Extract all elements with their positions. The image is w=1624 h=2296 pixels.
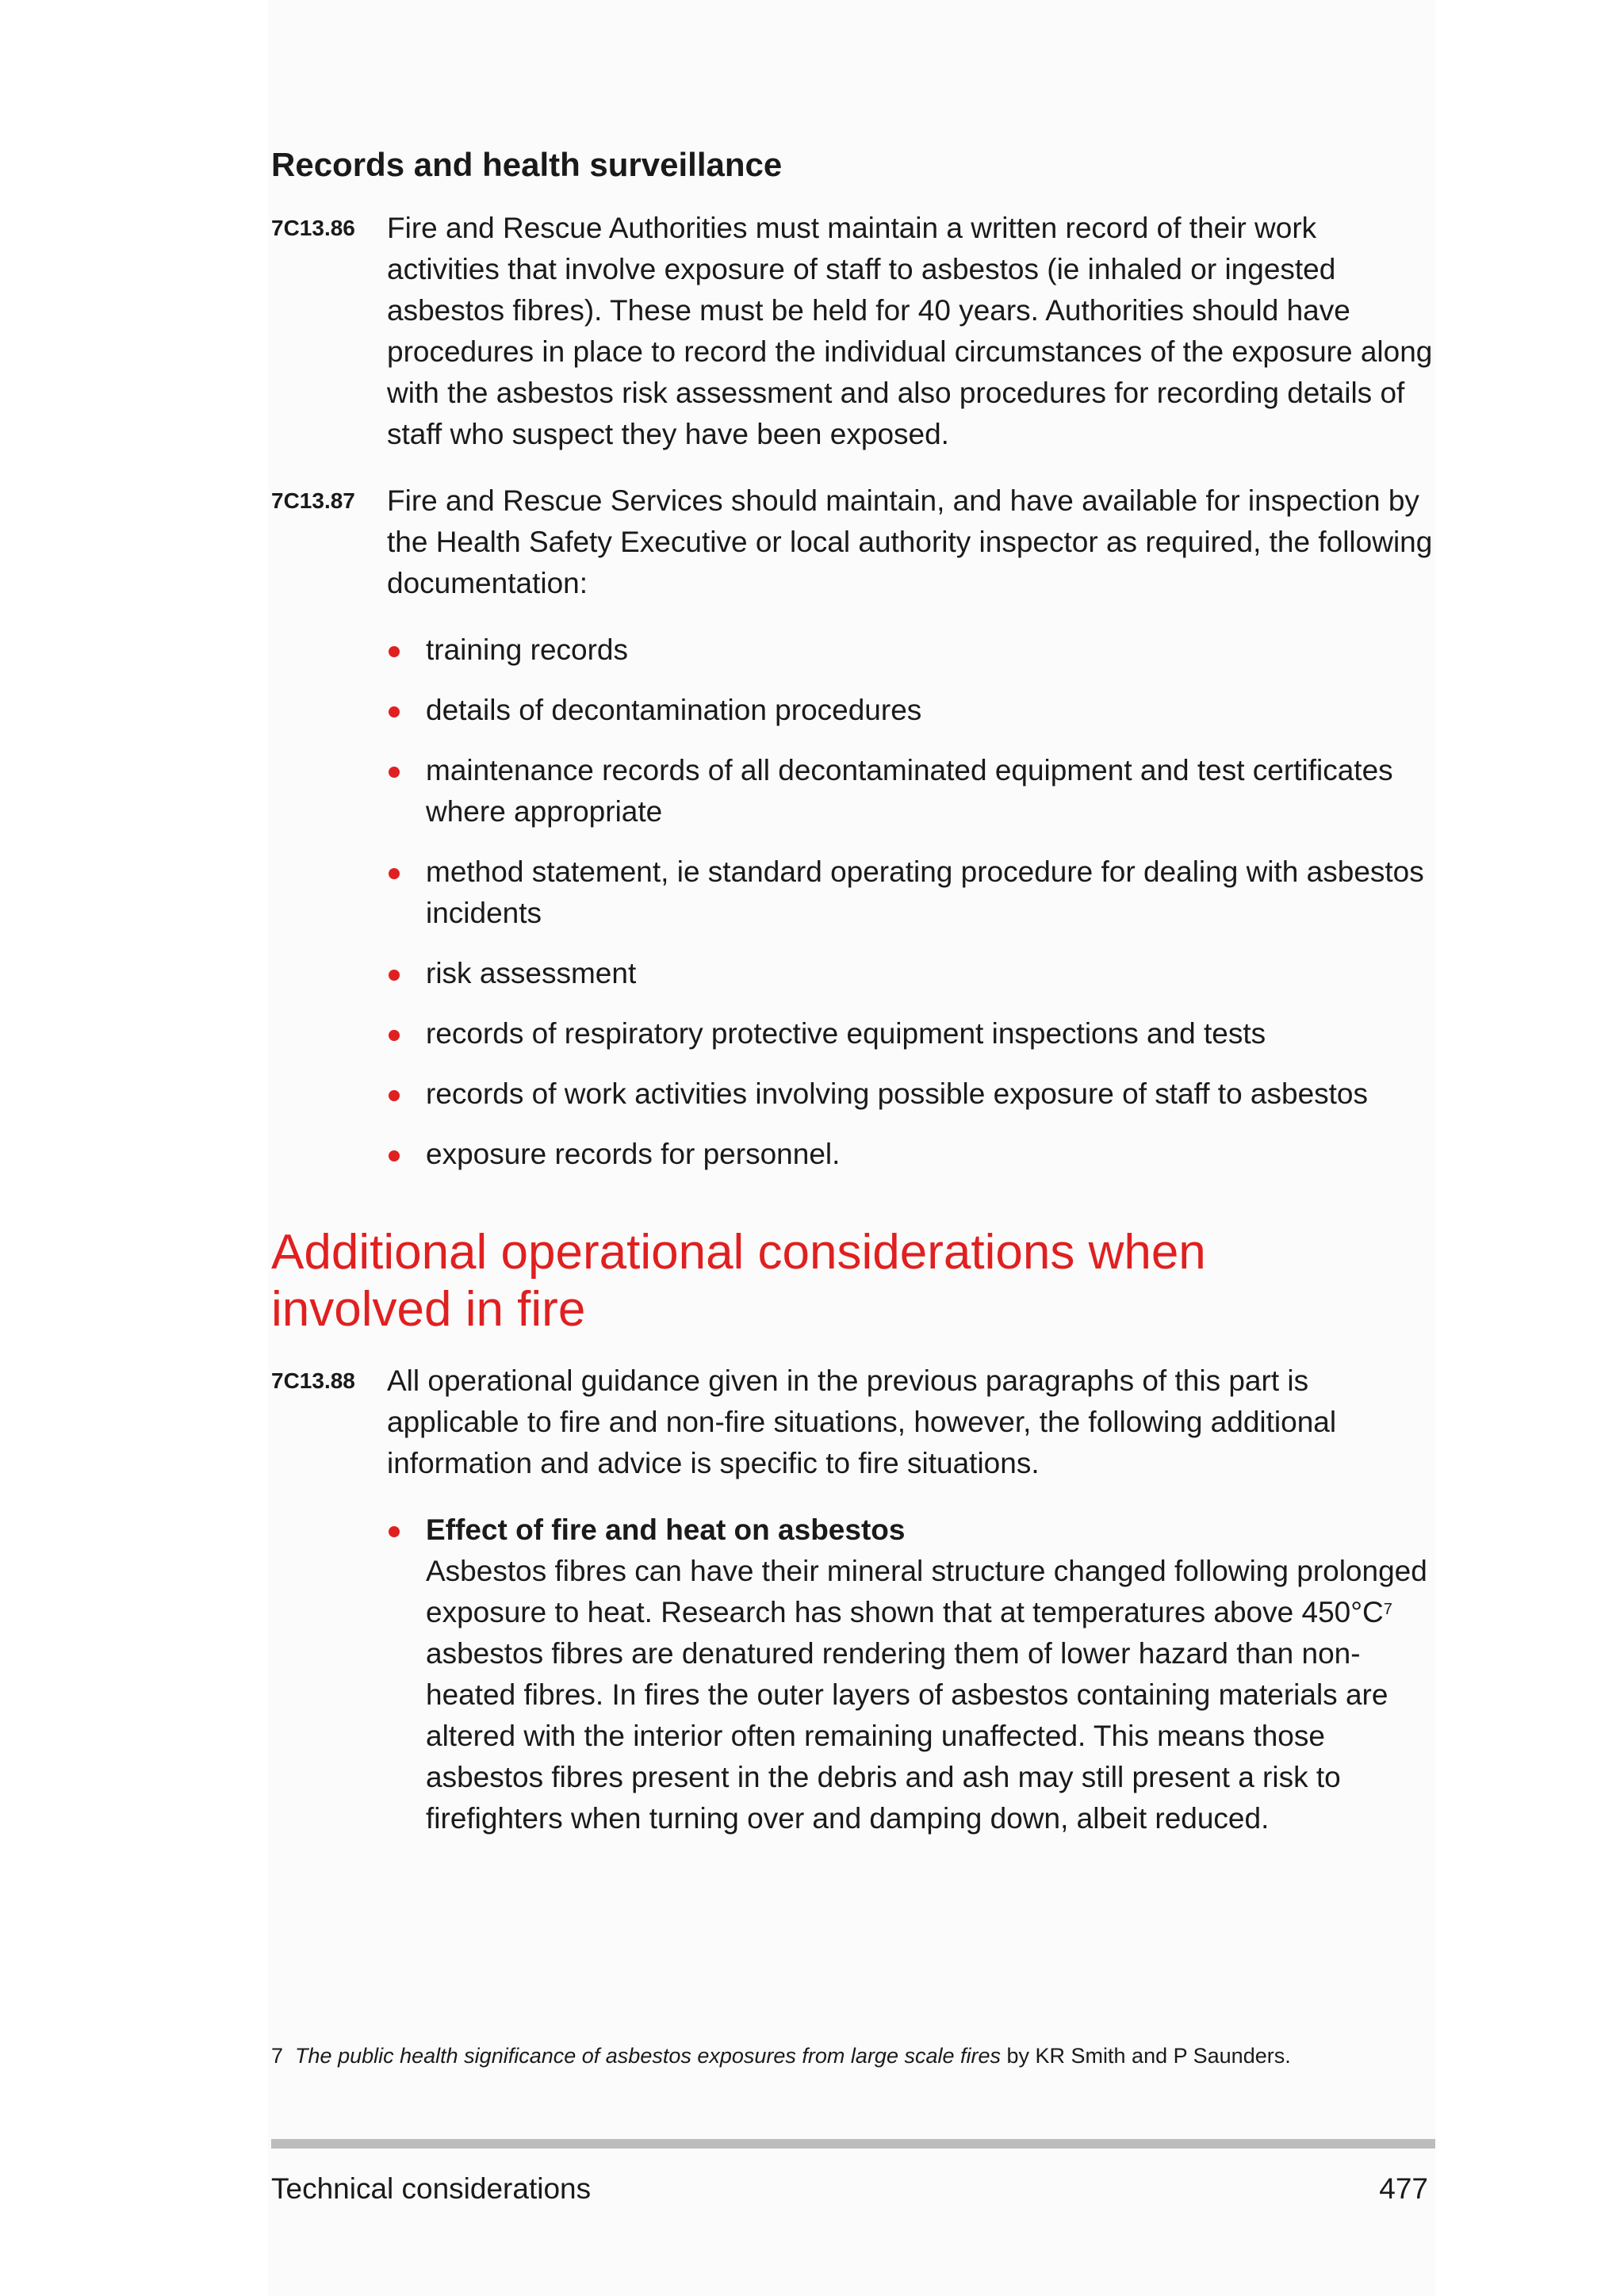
list-item: exposure records for personnel.	[387, 1134, 1437, 1175]
fire-section-heading: Additional operational considerations when involved in fire	[271, 1225, 1206, 1337]
list-item: training records	[387, 629, 1437, 671]
bullet-icon	[389, 1030, 400, 1041]
bullet-icon	[389, 767, 400, 778]
page-content	[271, 143, 1437, 1858]
paragraph-number: 7C13.88	[271, 1368, 355, 1393]
list-item: details of decontamination procedures	[387, 690, 1437, 731]
bullet-icon	[389, 970, 400, 981]
bullet-text: Asbestos fibres can have their mineral structure changed following prolonged exposure to heat. Research has shown that at temperatures above $450^\circ C^7$ asbestos fibres are denatured rendering them of lower hazard than non-heated fibres. In fires the outer layers of asbestos containing materials are altered with the interior often remaining unaffected. This means those asbestos fibres present in the debris and ash may still present a risk to firefighters when turning over and damping down, albeit reduced.	[426, 1555, 1427, 1835]
bullet-icon	[389, 706, 400, 718]
fire-effects-list	[387, 1510, 1437, 1839]
footnote-title: The public health significance of asbestos exposures from large scale fires	[295, 2044, 1002, 2068]
bullet-icon	[389, 646, 400, 657]
paragraph-text: Fire and Rescue Authorities must maintain a written record of their work activities that involve exposure of staff to asbestos (ie inhaled or ingested asbestos fibres). These must be held for 40 years. Authorities should have procedures in place to record the individual circumstances of the exposure along with the asbestos risk assessment and also procedures for recording details of staff who suspect they have been exposed.	[387, 212, 1433, 450]
bullet-title: Effect of fire and heat on asbestos	[426, 1513, 906, 1546]
list-item: records of respiratory protective equipment inspections and tests	[387, 1013, 1437, 1054]
page-number: 477	[1379, 2172, 1428, 2205]
bullet-icon	[389, 1526, 400, 1537]
paragraph-text: Fire and Rescue Services should maintain, and have available for inspection by the Health Safety Executive or local authority inspector as required, the following documentation:	[387, 484, 1433, 599]
paragraph-text: All operational guidance given in the previous paragraphs of this part is applicable to fire and non-fire situations, however, the following additional information and advice is specific to fire situations.	[387, 1364, 1337, 1479]
bullet-icon	[389, 868, 400, 879]
list-item: maintenance records of all decontaminated equipment and test certificates where appropriate	[387, 750, 1437, 832]
footer-section-title: Technical considerations	[271, 2172, 592, 2205]
list-item: risk assessment	[387, 953, 1437, 994]
paragraph-7C13-86	[271, 208, 1437, 455]
footnote-reference: 7	[1383, 1601, 1392, 1618]
list-item: method statement, ie standard operating procedure for dealing with asbestos incidents	[387, 851, 1437, 934]
footer-rule	[271, 2139, 1435, 2149]
list-item	[387, 1510, 1437, 1839]
footnote	[271, 2044, 1291, 2068]
paragraph-number: 7C13.87	[271, 488, 355, 513]
footnote-number: 7	[271, 2044, 284, 2068]
bullet-icon	[389, 1090, 400, 1101]
paragraph-number: 7C13.86	[271, 216, 355, 240]
records-heading: Records and health surveillance	[271, 146, 783, 183]
footnote-authors: by KR Smith and P Saunders.	[1001, 2044, 1291, 2068]
bullet-icon	[389, 1150, 400, 1161]
list-item: records of work activities involving possible exposure of staff to asbestos	[387, 1073, 1437, 1115]
paragraph-7C13-87	[271, 480, 1437, 604]
documentation-list	[387, 629, 1437, 1175]
paragraph-7C13-88	[271, 1360, 1437, 1484]
